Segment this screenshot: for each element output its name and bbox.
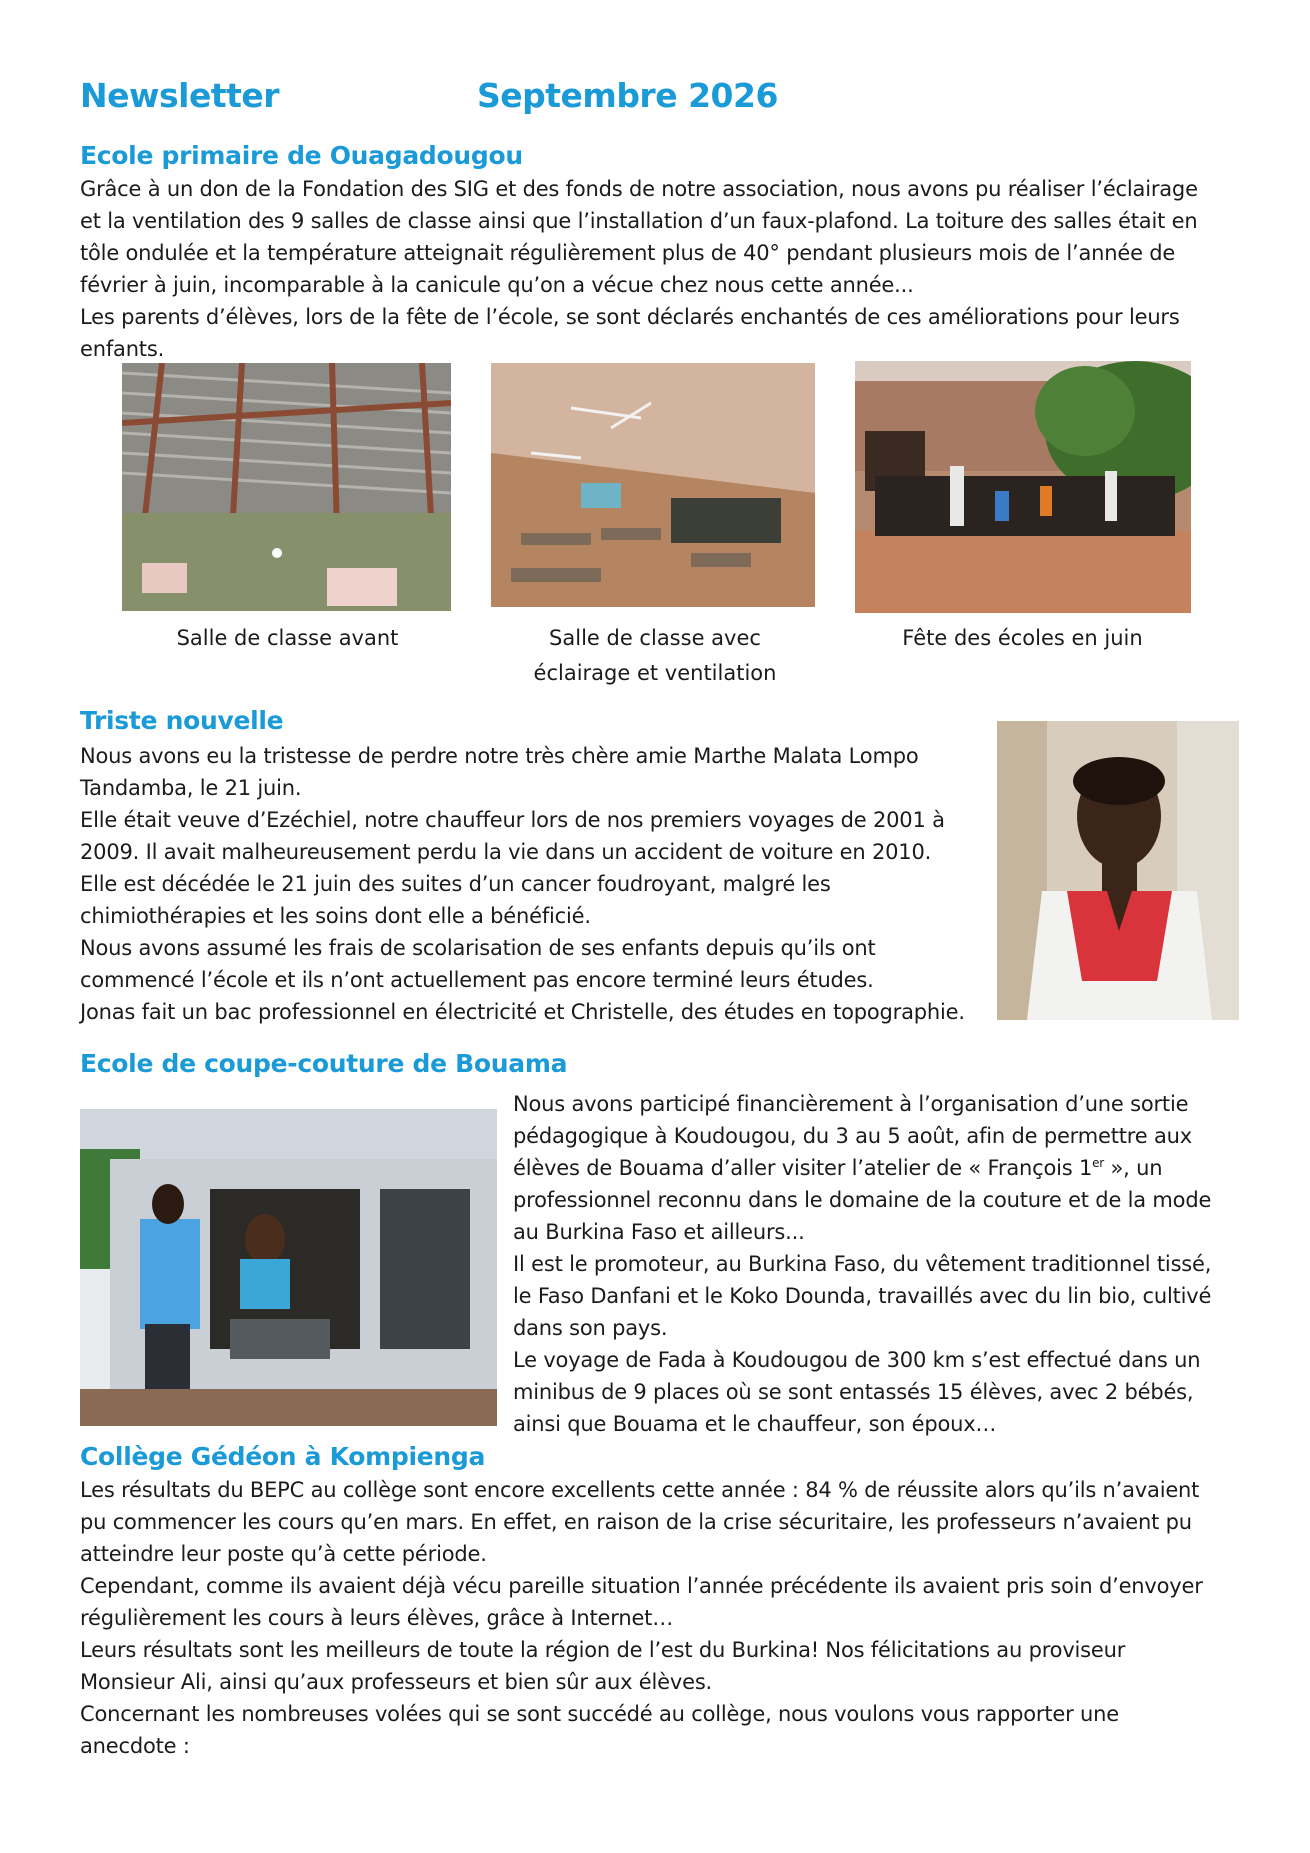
text-line: anecdote : bbox=[80, 1734, 190, 1758]
caption-text: éclairage et ventilation bbox=[533, 661, 777, 685]
text-line: chimiothérapies et les soins dont elle a bénéficié. bbox=[80, 904, 591, 928]
text-line: minibus de 9 places où se sont entassés 15 élèves, avec 2 bébés, bbox=[513, 1380, 1194, 1404]
text-line: Elle est décédée le 21 juin des suites d’un cancer foudroyant, malgré les bbox=[80, 872, 831, 896]
superscript-er: er bbox=[1092, 1156, 1105, 1170]
text-line: Nous avons eu la tristesse de perdre notre très chère amie Marthe Malata Lompo bbox=[80, 744, 919, 768]
text-line bbox=[513, 1152, 1211, 1184]
text-line: dans son pays. bbox=[513, 1316, 668, 1340]
text-line: Le voyage de Fada à Koudougou de 300 km s’est effectué dans un bbox=[513, 1348, 1201, 1372]
text-line: 2009. Il avait malheureusement perdu la vie dans un accident de voiture en 2010. bbox=[80, 840, 932, 864]
classroom-before-photo bbox=[122, 363, 451, 611]
text-line: et la ventilation des 9 salles de classe ainsi que l’installation d’un faux-plafond. La toiture des salles était en bbox=[80, 209, 1198, 233]
caption-text: Salle de classe avant bbox=[176, 626, 399, 650]
text-line: Les parents d’élèves, lors de la fête de l’école, se sont déclarés enchantés de ces améliorations pour leurs bbox=[80, 305, 1180, 329]
text-line: le Faso Danfani et le Koko Dounda, travaillés avec du lin bio, cultivé bbox=[513, 1284, 1212, 1308]
text-line: Concernant les nombreuses volées qui se sont succédé au collège, nous voulons vous rapporter une bbox=[80, 1702, 1119, 1726]
text-line: atteindre leur poste qu’à cette période. bbox=[80, 1542, 487, 1566]
text-line: Tandamba, le 21 juin. bbox=[80, 776, 302, 800]
section-text-sad-news bbox=[80, 740, 965, 1028]
caption-classroom-before bbox=[140, 621, 435, 656]
text-line: Nous avons participé financièrement à l’organisation d’une sortie bbox=[513, 1092, 1189, 1116]
school-festival-photo bbox=[855, 361, 1191, 613]
text-line: pu commencer les cours qu’en mars. En effet, en raison de la crise sécuritaire, les professeurs n’avaient pu bbox=[80, 1510, 1192, 1534]
text-line: Monsieur Ali, ainsi qu’aux professeurs et bien sûr aux élèves. bbox=[80, 1670, 713, 1694]
caption-festival bbox=[865, 621, 1180, 656]
text-line: régulièrement les cours à leurs élèves, grâce à Internet… bbox=[80, 1606, 674, 1630]
section-title-bouama: Ecole de coupe-couture de Bouama bbox=[80, 1049, 568, 1078]
text-line: pédagogique à Koudougou, du 3 au 5 août, afin de permettre aux bbox=[513, 1124, 1192, 1148]
section-title-sad-news: Triste nouvelle bbox=[80, 706, 284, 735]
text-line: ainsi que Bouama et le chauffeur, son époux… bbox=[513, 1412, 997, 1436]
minibus-photo bbox=[80, 1109, 497, 1426]
section-text-ouagadougou bbox=[80, 173, 1198, 365]
text-line: professionnel reconnu dans le domaine de la couture et de la mode bbox=[513, 1188, 1212, 1212]
text-line: Grâce à un don de la Fondation des SIG et des fonds de notre association, nous avons pu réaliser l’éclairage bbox=[80, 177, 1198, 201]
section-text-bouama bbox=[513, 1088, 1211, 1440]
portrait-photo bbox=[997, 721, 1239, 1020]
text-line: commencé l’école et ils n’ont actuellement pas encore terminé leurs études. bbox=[80, 968, 874, 992]
text-line: enfants. bbox=[80, 337, 165, 361]
text-line: Nous avons assumé les frais de scolarisation de ses enfants depuis qu’ils ont bbox=[80, 936, 876, 960]
section-text-kompienga bbox=[80, 1474, 1203, 1762]
text-line: tôle ondulée et la température atteignait régulièrement plus de 40° pendant plusieurs mois de l’année de bbox=[80, 241, 1176, 265]
text-fragment: », un bbox=[1104, 1156, 1163, 1180]
text-fragment: élèves de Bouama d’aller visiter l’atelier de « François 1 bbox=[513, 1156, 1093, 1180]
classroom-after-photo bbox=[491, 363, 815, 607]
text-line: Il est le promoteur, au Burkina Faso, du vêtement traditionnel tissé, bbox=[513, 1252, 1212, 1276]
caption-text: Salle de classe avec bbox=[549, 626, 761, 650]
caption-text: Fête des écoles en juin bbox=[902, 626, 1143, 650]
newsletter-title: Newsletter bbox=[80, 76, 280, 115]
text-line: Jonas fait un bac professionnel en électricité et Christelle, des études en topographie. bbox=[80, 1000, 965, 1024]
caption-classroom-after bbox=[505, 621, 805, 691]
text-line: Les résultats du BEPC au collège sont encore excellents cette année : 84 % de réussite alors qu’ils n’avaient bbox=[80, 1478, 1200, 1502]
section-title-kompienga: Collège Gédéon à Kompienga bbox=[80, 1442, 486, 1471]
text-line: février à juin, incomparable à la canicule qu’on a vécue chez nous cette année... bbox=[80, 273, 914, 297]
text-line: au Burkina Faso et ailleurs... bbox=[513, 1220, 805, 1244]
text-line: Cependant, comme ils avaient déjà vécu pareille situation l’année précédente ils avaient pris soin d’envoyer bbox=[80, 1574, 1203, 1598]
newsletter-date: Septembre 2026 bbox=[477, 76, 778, 115]
text-line: Elle était veuve d’Ezéchiel, notre chauffeur lors de nos premiers voyages de 2001 à bbox=[80, 808, 945, 832]
section-title-ouagadougou: Ecole primaire de Ouagadougou bbox=[80, 141, 523, 170]
text-line: Leurs résultats sont les meilleurs de toute la région de l’est du Burkina! Nos félicitations au proviseur bbox=[80, 1638, 1126, 1662]
